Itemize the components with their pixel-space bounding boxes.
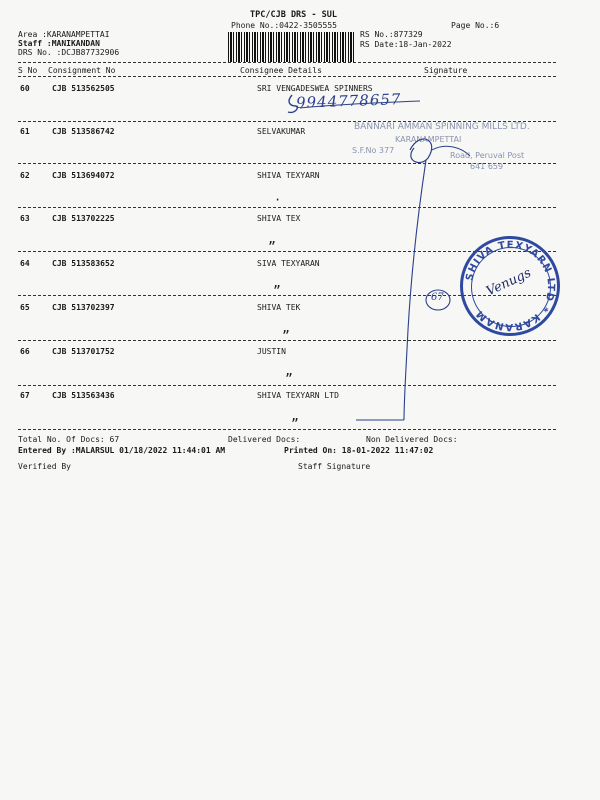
row-consignment: CJB 513701752 — [52, 347, 115, 356]
staff-signature: Staff Signature — [298, 462, 371, 471]
area-field: Area :KARANAMPETTAI — [18, 30, 110, 39]
rs-number: RS No.:877329 — [360, 30, 423, 39]
row-sno: 62 — [20, 171, 30, 180]
faint-stamp-line: 641 659 — [470, 162, 504, 171]
row-sno: 66 — [20, 347, 30, 356]
faint-stamp-line: S.F.No 377 — [352, 146, 395, 155]
printed-on: Printed On: 18-01-2022 11:47:02 — [284, 446, 434, 455]
row-consignee: SELVAKUMAR — [257, 127, 306, 136]
ditto-mark: ” — [273, 284, 281, 299]
row-consignee: JUSTIN — [257, 347, 286, 356]
document-title: TPC/CJB DRS - SUL — [250, 10, 337, 20]
faint-stamp-line: KARANAMPETTAI — [395, 135, 462, 144]
faint-stamp-line: Road, Peruval Post — [450, 151, 525, 160]
ditto-mark: ” — [291, 417, 299, 432]
row-consignment: CJB 513562505 — [52, 84, 115, 93]
row-consignee: SHIVA TEXYARN LTD — [257, 391, 339, 400]
verified-by: Verified By — [18, 462, 71, 471]
row-consignee: SIVA TEXYARAN — [257, 259, 320, 268]
row-sno: 67 — [20, 391, 30, 400]
entered-by: Entered By :MALARSUL 01/18/2022 11:44:01 AM — [18, 446, 226, 455]
row-consignment: CJB 513563436 — [52, 391, 115, 400]
ditto-mark: ” — [268, 240, 276, 255]
row-sno: 61 — [20, 127, 30, 136]
rs-date: RS Date:18-Jan-2022 — [360, 40, 452, 49]
row-sno: 65 — [20, 303, 30, 312]
ditto-mark: ” — [282, 329, 290, 344]
handwritten-phone: 9944778657 — [295, 90, 402, 112]
col-sno: S No — [18, 66, 38, 75]
delivered-docs: Delivered Docs: — [228, 435, 301, 444]
row-consignment: CJB 513586742 — [52, 127, 115, 136]
row-sno: 64 — [20, 259, 30, 268]
row-consignment: CJB 513702225 — [52, 214, 115, 223]
row-consignee: SRI VENGADESWEA SPINNERS — [257, 84, 373, 93]
drs-number: DRS No. :DCJB87732906 — [18, 48, 120, 57]
handwritten-signature: Venugs — [484, 265, 534, 300]
row-consignee: SHIVA TEK — [257, 303, 301, 312]
row-sno: 63 — [20, 214, 30, 223]
row-consignee: SHIVA TEXYARN — [257, 171, 320, 180]
round-stamp-text: SHIVA TEXYARN LTD * KARANAM — [464, 239, 557, 333]
faint-stamp-line: BANNARI AMMAN SPINNING MILLS LTD. — [354, 122, 530, 132]
non-delivered-docs: Non Delivered Docs: — [366, 435, 458, 444]
row-consignment: CJB 513694072 — [52, 171, 115, 180]
round-company-stamp — [460, 236, 560, 336]
total-docs: Total No. Of Docs: 67 — [18, 435, 120, 444]
dot-mark: · — [274, 193, 282, 207]
page-number: Page No.:6 — [451, 21, 500, 30]
handwritten-count: 67 — [431, 292, 444, 303]
phone-number: Phone No.:0422-3505555 — [231, 21, 337, 30]
row-consignment: CJB 513702397 — [52, 303, 115, 312]
col-signature: Signature — [424, 66, 468, 75]
row-consignment: CJB 513583652 — [52, 259, 115, 268]
row-sno: 60 — [20, 84, 30, 93]
col-consignee: Consignee Details — [240, 66, 322, 75]
staff-field: Staff :MANIKANDAN — [18, 39, 100, 48]
ditto-mark: ” — [285, 372, 293, 387]
row-consignee: SHIVA TEX — [257, 214, 301, 223]
col-consignment: Consignment No — [48, 66, 116, 75]
